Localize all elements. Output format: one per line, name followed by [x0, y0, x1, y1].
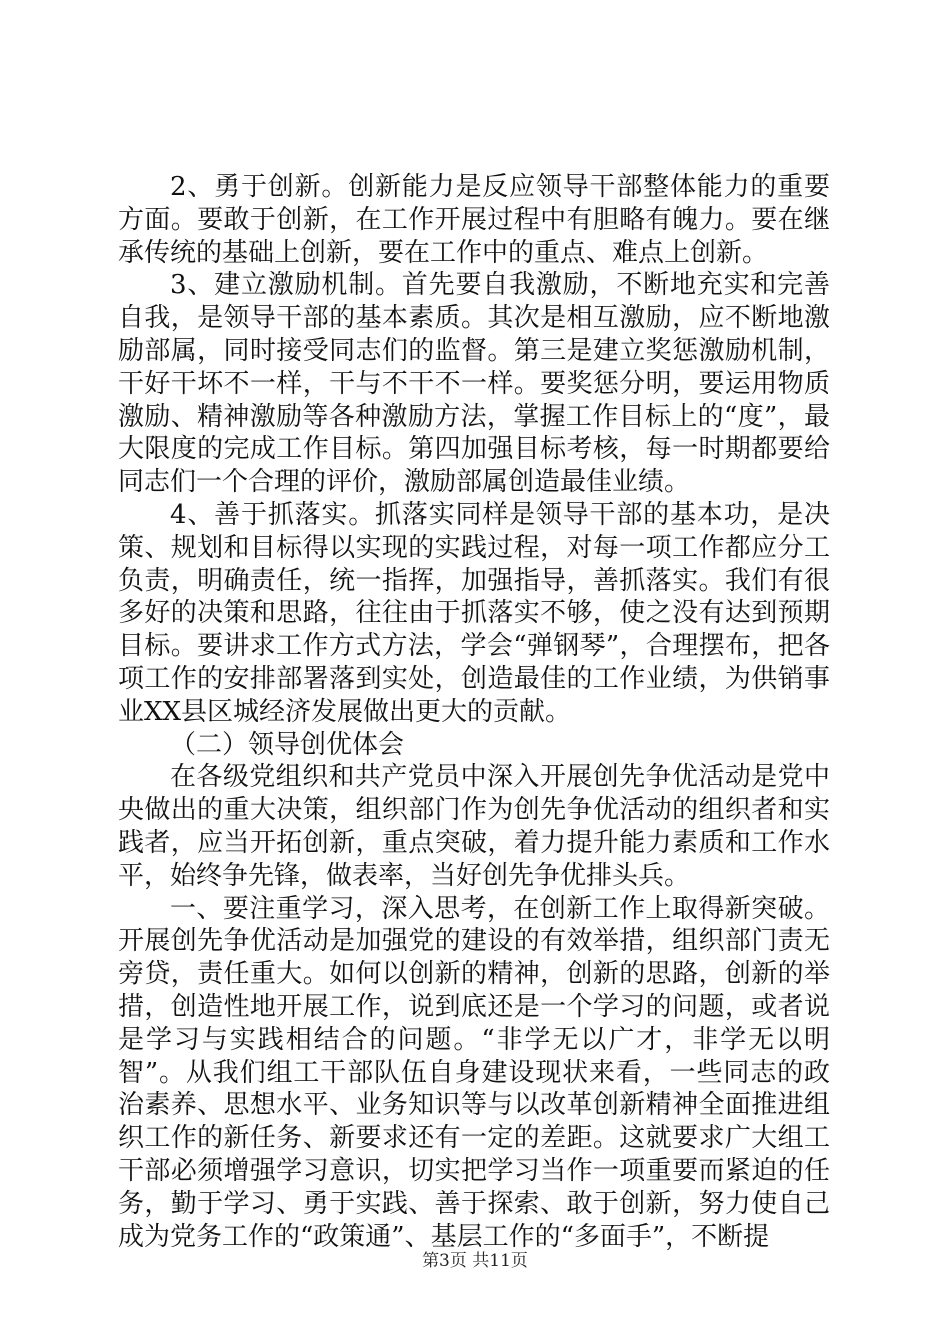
paragraph-incentive-mechanism: 3、建立激励机制。首先要自我激励，不断地充实和完善自我，是领导干部的基本素质。其次是相互激励，应不断地激励部属，同时接受同志们的监督。第三是建立奖惩激励机制，干好干坏不一样，干与不干不一样。要奖惩分明，要运用物质激励、精神激励等各种激励方法，掌握工作目标上的“度”，最大限度的完成工作目标。第四加强目标考核，每一时期都要给同志们一个合理的评价，激励部属创造最佳业绩。 — [118, 270, 830, 498]
paragraph-implementation: 4、善于抓落实。抓落实同样是领导干部的基本功，是决策、规划和目标得以实现的实践过程，对每一项工作都应分工负责，明确责任，统一指挥，加强指导，善抓落实。我们有很多好的决策和思路，往往由于抓落实不够，使之没有达到预期目标。要讲求工作方式方法，学会“弹钢琴”，合理摆布，把各项工作的安排部署落到实处，创造最佳的工作业绩，为供销事业XX县区城经济发展做出更大的贡献。 — [118, 499, 830, 727]
page-footer: 第3页 共11页 — [422, 1251, 528, 1271]
paragraph-intro: 在各级党组织和共产党员中深入开展创先争优活动是党中央做出的重大决策，组织部门作为创先争优活动的组织者和实践者，应当开拓创新，重点突破，着力提升能力素质和工作水平，始终争先锋，做表率，当好创先争优排头兵。 — [118, 762, 830, 891]
section-heading: （二）领导创优体会 — [170, 729, 405, 760]
paragraph-study: 一、要注重学习，深入思考，在创新工作上取得新突破。开展创先争优活动是加强党的建设的有效举措，组织部门责无旁贷，责任重大。如何以创新的精神，创新的思路，创新的举措，创造性地开展工作，说到底还是一个学习的问题，或者说是学习与实践相结合的问题。“非学无以广才，非学无以明智”。从我们组工干部队伍自身建设现状来看，一些同志的政治素养、思想水平、业务知识等与以改革创新精神全面推进组织工作的新任务、新要求还有一定的差距。这就要求广大组工干部必须增强学习意识，切实把学习当作一项重要而紧迫的任务，勤于学习、勇于实践、善于探索、敢于创新，努力使自己成为党务工作的“政策通”、基层工作的“多面手”，不断提 — [118, 893, 830, 1252]
document-body — [118, 171, 830, 1253]
paragraph-innovation: 2、勇于创新。创新能力是反应领导干部整体能力的重要方面。要敢于创新，在工作开展过程中有胆略有魄力。要在继承传统的基础上创新，要在工作中的重点、难点上创新。 — [118, 172, 830, 268]
